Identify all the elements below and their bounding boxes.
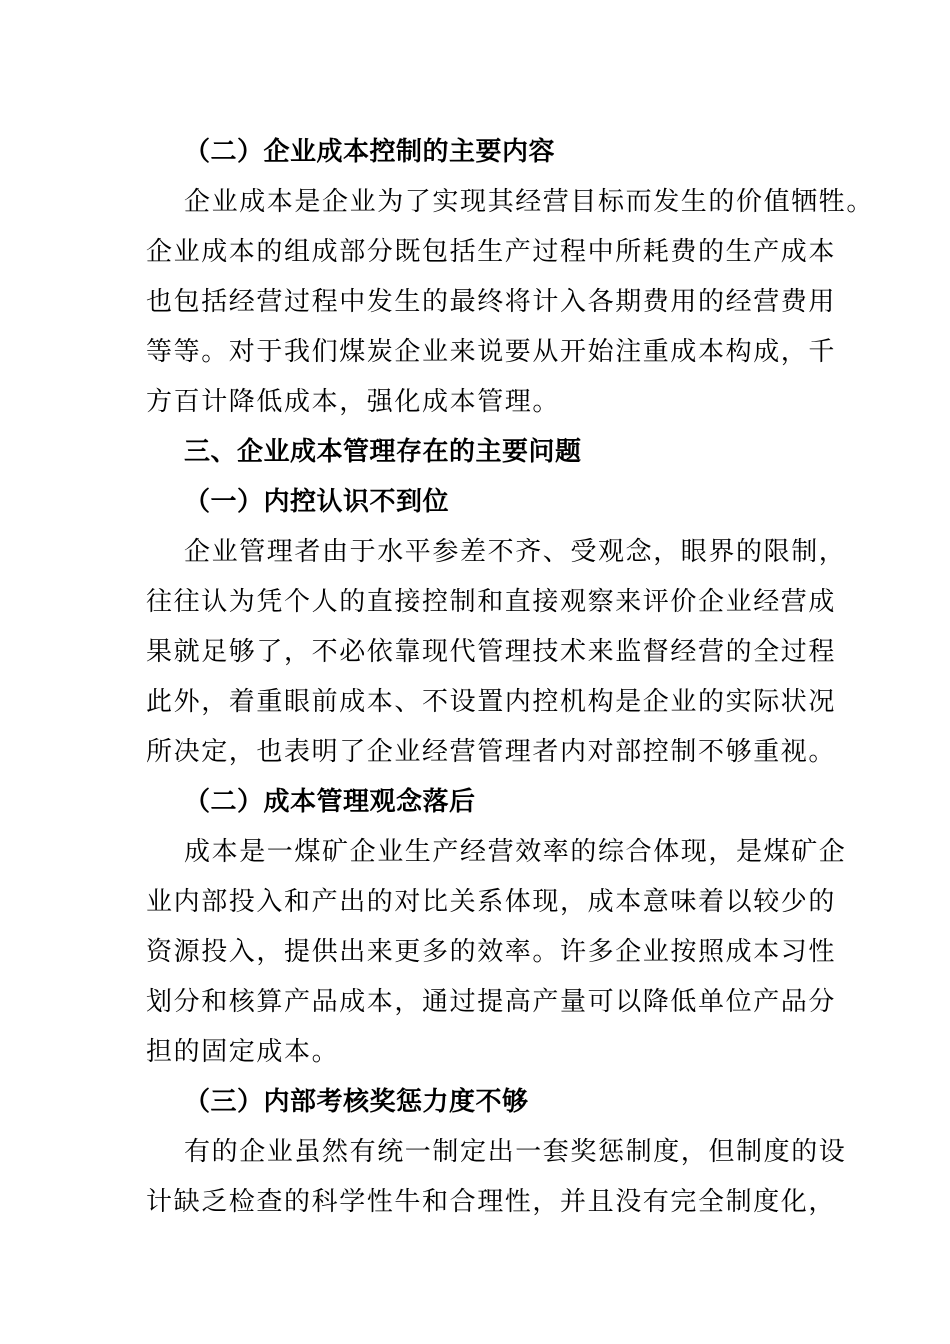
section-heading-cost-concept: （二）成本管理观念落后: [184, 787, 476, 817]
paragraph-line: 企业管理者由于水平参差不齐、受观念，眼界的限制，: [184, 537, 847, 567]
paragraph-line: 企业成本的组成部分既包括生产过程中所耗费的生产成本: [146, 237, 837, 267]
paragraph-line: 此外，着重眼前成本、不设置内控机构是企业的实际状况: [146, 687, 837, 717]
paragraph-line: 方百计降低成本，强化成本管理。: [146, 387, 561, 417]
section-heading-internal-control: （一）内控认识不到位: [184, 487, 450, 517]
paragraph-line: 也包括经营过程中发生的最终将计入各期费用的经营费用: [146, 287, 837, 317]
paragraph-line: 划分和核算产品成本，通过提高产量可以降低单位产品分: [146, 987, 837, 1017]
chapter-heading-main-problems: 三、企业成本管理存在的主要问题: [184, 437, 582, 467]
paragraph-line: 成本是一煤矿企业生产经营效率的综合体现，是煤矿企: [184, 837, 847, 867]
paragraph-line: 有的企业虽然有统一制定出一套奖惩制度，但制度的设: [184, 1137, 847, 1167]
paragraph-line: 计缺乏检查的科学性牛和合理性，并且没有完全制度化，: [146, 1187, 837, 1217]
section-heading-cost-control-content: （二）企业成本控制的主要内容: [184, 137, 556, 167]
section-heading-assessment: （三）内部考核奖惩力度不够: [184, 1087, 529, 1117]
paragraph-line: 资源投入，提供出来更多的效率。许多企业按照成本习性: [146, 937, 837, 967]
paragraph-line: 担的固定成本。: [146, 1037, 340, 1067]
paragraph-line: 果就足够了，不必依靠现代管理技术来监督经营的全过程: [146, 637, 837, 667]
paragraph-line: 所决定，也表明了企业经营管理者内对部控制不够重视。: [146, 737, 837, 767]
paragraph-line: 往往认为凭个人的直接控制和直接观察来评价企业经营成: [146, 587, 837, 617]
paragraph-line: 等等。对于我们煤炭企业来说要从开始注重成本构成，千: [146, 337, 837, 367]
paragraph-line: 业内部投入和产出的对比关系体现，成本意味着以较少的: [146, 887, 837, 917]
paragraph-line: 企业成本是企业为了实现其经营目标而发生的价值牺牲。: [184, 187, 875, 217]
